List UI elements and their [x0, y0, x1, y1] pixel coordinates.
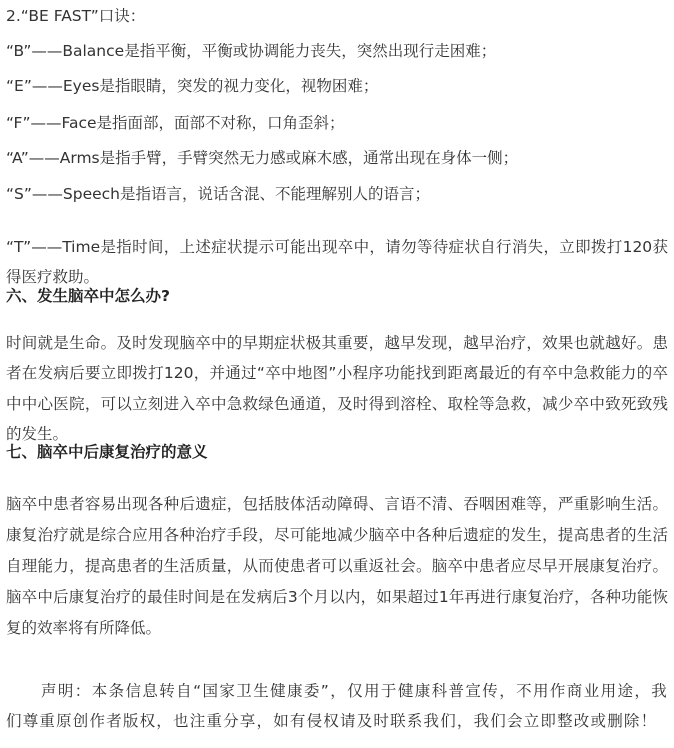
be-fast-item-s: “S”——Speech是指语言，说话含混、不能理解别人的语言； — [6, 185, 430, 203]
be-fast-title: 2.“BE FAST”口诀： — [6, 7, 146, 25]
be-fast-item-b: “B”——Balance是指平衡，平衡或协调能力丧失，突然出现行走困难； — [6, 42, 497, 60]
section-six-paragraph: 时间就是生命。及时发现脑卒中的早期症状极其重要，越早发现，越早治疗，效果也就越好。患者在发病后要立即拨打120，并通过“卒中地图”小程序功能找到距离最近的有卒中急救能力的卒中中心医院，可以立刻进入卒中急救绿色通道，及时得到溶栓、取栓等急救，减少卒中致死致残的发生。 — [6, 333, 668, 443]
section-seven-paragraph: 脑卒中患者容易出现各种后遗症，包括肢体活动障碍、言语不清、吞咽困难等，严重影响生活。康复治疗就是综合应用各种治疗手段，尽可能地减少脑卒中各种后遗症的发生，提高患者的生活自理能力，提高患者的生活质量，从而使患者可以重返社会。脑卒中患者应尽早开展康复治疗。脑卒中后康复治疗的最佳时间是在发病后3个月以内，如果超过1年再进行康复治疗，各种功能恢复的效率将有所降低。 — [6, 494, 668, 637]
be-fast-item-f: “F”——Face是指面部，面部不对称，口角歪斜； — [6, 114, 345, 132]
be-fast-item-t: “T”——Time是指时间，上述症状提示可能出现卒中，请勿等待症状自行消失，立即拨打120获得医疗救助。 — [6, 237, 668, 286]
section-six-heading: 六、发生脑卒中怎么办? — [6, 287, 170, 305]
section-seven-heading: 七、脑卒中后康复治疗的意义 — [6, 443, 208, 461]
be-fast-item-a: “A”——Arms是指手臂，手臂突然无力感或麻木感，通常出现在身体一侧； — [6, 149, 519, 167]
copyright-declaration: 声明：本条信息转自“国家卫生健康委”，仅用于健康科普宣传，不用作商业用途，我们尊重原创作者版权，也注重分享，如有侵权请及时联系我们，我们会立即整改或删除！ — [6, 681, 668, 730]
be-fast-item-e: “E”——Eyes是指眼睛，突发的视力变化，视物困难； — [6, 77, 379, 95]
